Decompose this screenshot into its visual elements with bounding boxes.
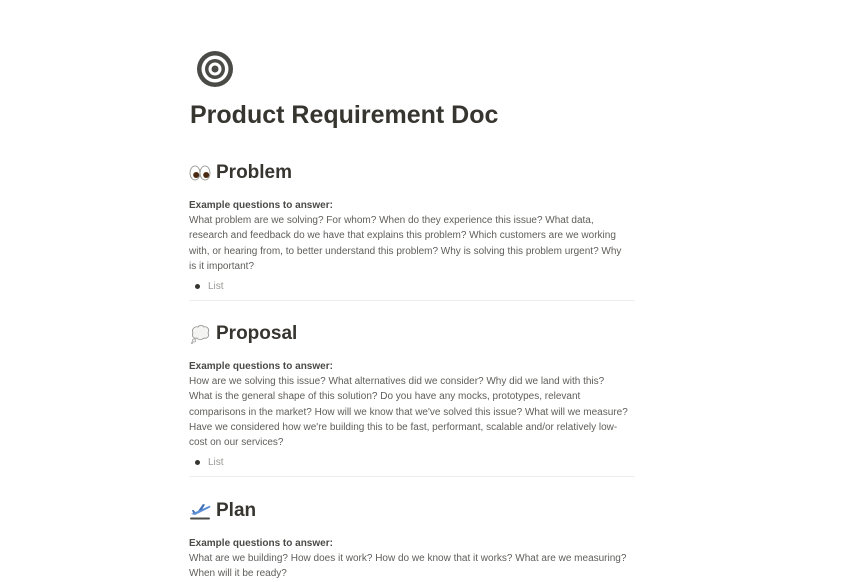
bullet-icon [195, 460, 200, 465]
prompt-text[interactable]: What problem are we solving? For whom? When do they experience this issue? What data, research and feedback do we have that explains this problem? Which customers are we working with, or hearing from, to better understand this problem? Why is solving this problem urgent? Why is it important? [189, 215, 622, 272]
bulleted-list-item[interactable] [189, 455, 635, 469]
airplane-departure-icon [189, 501, 211, 521]
section-proposal [189, 322, 635, 477]
list-placeholder[interactable]: List [208, 280, 224, 292]
divider [189, 300, 635, 301]
section-problem [189, 161, 635, 301]
bulleted-list-item[interactable] [189, 279, 635, 293]
page-title[interactable]: Product Requirement Doc [190, 101, 499, 129]
section-title: Proposal [216, 323, 298, 344]
section-heading[interactable] [189, 322, 635, 346]
target-icon[interactable] [195, 49, 235, 89]
prompt-label: Example questions to answer: [189, 361, 333, 372]
section-heading[interactable] [189, 499, 635, 523]
prompt-text[interactable]: What are we building? How does it work? How do we know that it works? What are we measuring? When will it be ready? [189, 553, 627, 580]
prompt-label: Example questions to answer: [189, 538, 333, 549]
thought-balloon-icon [189, 324, 211, 344]
section-heading[interactable] [189, 161, 635, 185]
section-title: Problem [216, 162, 293, 183]
bullet-icon [195, 284, 200, 289]
section-plan [189, 499, 635, 582]
list-placeholder[interactable]: List [208, 456, 224, 468]
eyes-icon [189, 163, 211, 183]
section-title: Plan [216, 500, 257, 521]
divider [189, 476, 635, 477]
prompt-label: Example questions to answer: [189, 200, 333, 211]
prompt-text[interactable]: How are we solving this issue? What alternatives did we consider? Why did we land with this? What is the general shape of this solution? Do you have any mocks, prototypes, relevant comparisons in the market? How will we know that we've solved this issue? What will we measure? Have we considered how we're building this to be fast, performant, scalable and/or relatively low-cost on our services? [189, 376, 628, 449]
